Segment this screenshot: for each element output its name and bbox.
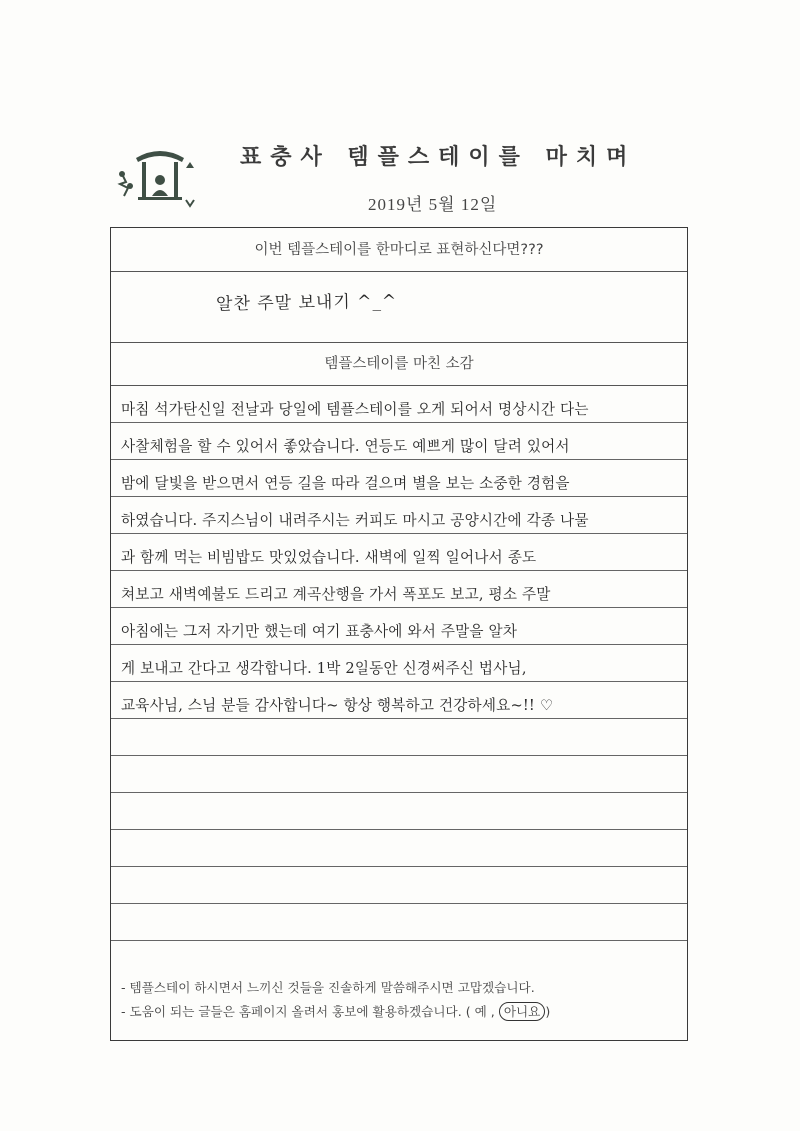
handwritten-line: 교육사님, 스님 분들 감사합니다~ 항상 행복하고 건강하세요~!! ♡ xyxy=(121,697,554,714)
publish-consent-note xyxy=(121,1000,681,1024)
question-prompt: 이번 템플스테이를 한마디로 표현하신다면??? xyxy=(111,228,687,272)
ruled-line xyxy=(111,533,687,534)
ruled-line xyxy=(111,644,687,645)
ruled-line xyxy=(111,718,687,719)
footer-notes xyxy=(121,976,681,1024)
ruled-writing-area xyxy=(111,386,687,946)
handwritten-line: 아침에는 그저 자기만 했는데 여기 표충사에 와서 주말을 알차 xyxy=(121,623,518,640)
ruled-line xyxy=(111,903,687,904)
ruled-line xyxy=(111,459,687,460)
impressions-heading: 템플스테이를 마친 소감 xyxy=(111,342,687,386)
ruled-line xyxy=(111,422,687,423)
ruled-line xyxy=(111,681,687,682)
handwritten-line: 과 함께 먹는 비빔밥도 맛있었습니다. 새벽에 일찍 일어나서 종도 xyxy=(121,549,537,566)
ruled-line xyxy=(111,755,687,756)
ruled-line xyxy=(111,940,687,941)
ruled-line xyxy=(111,866,687,867)
feedback-form xyxy=(110,227,688,1041)
ruled-line xyxy=(111,496,687,497)
handwritten-line: 사찰체험을 할 수 있어서 좋았습니다. 연등도 예쁘게 많이 달려 있어서 xyxy=(121,438,570,455)
handwritten-line: 밤에 달빛을 받으면서 연등 길을 따라 걸으며 별을 보는 소중한 경험을 xyxy=(121,475,570,492)
handwritten-line: 하였습니다. 주지스님이 내려주시는 커피도 마시고 공양시간에 각종 나물 xyxy=(121,512,589,529)
consent-no-circled: 아니요 xyxy=(499,1002,546,1021)
ruled-line xyxy=(111,829,687,830)
consent-close: ) xyxy=(545,1004,551,1019)
page-title: 표충사 템플스테이를 마치며 xyxy=(240,145,637,170)
handwritten-line: 마침 석가탄신일 전날과 당일에 템플스테이를 오게 되어서 명상시간 다는 xyxy=(121,401,589,418)
handwritten-date: 2019년 5월 12일 xyxy=(368,195,498,214)
handwritten-line: 쳐보고 새벽예불도 드리고 계곡산행을 가서 폭포도 보고, 평소 주말 xyxy=(121,586,551,603)
ruled-line xyxy=(111,570,687,571)
footer-note: - 템플스테이 하시면서 느끼신 것들을 진솔하게 말씀해주시면 고맙겠습니다. xyxy=(121,980,535,995)
ruled-line xyxy=(111,792,687,793)
question-answer: 알찬 주말 보내기 ^_^ xyxy=(215,291,398,315)
consent-text: - 도움이 되는 글들은 홈페이지 올려서 홍보에 활용하겠습니다. ( 예 , xyxy=(121,1004,495,1019)
temple-logo xyxy=(112,140,200,210)
ruled-line xyxy=(111,607,687,608)
handwritten-line: 게 보내고 간다고 생각합니다. 1박 2일동안 신경써주신 법사님, xyxy=(121,660,527,677)
